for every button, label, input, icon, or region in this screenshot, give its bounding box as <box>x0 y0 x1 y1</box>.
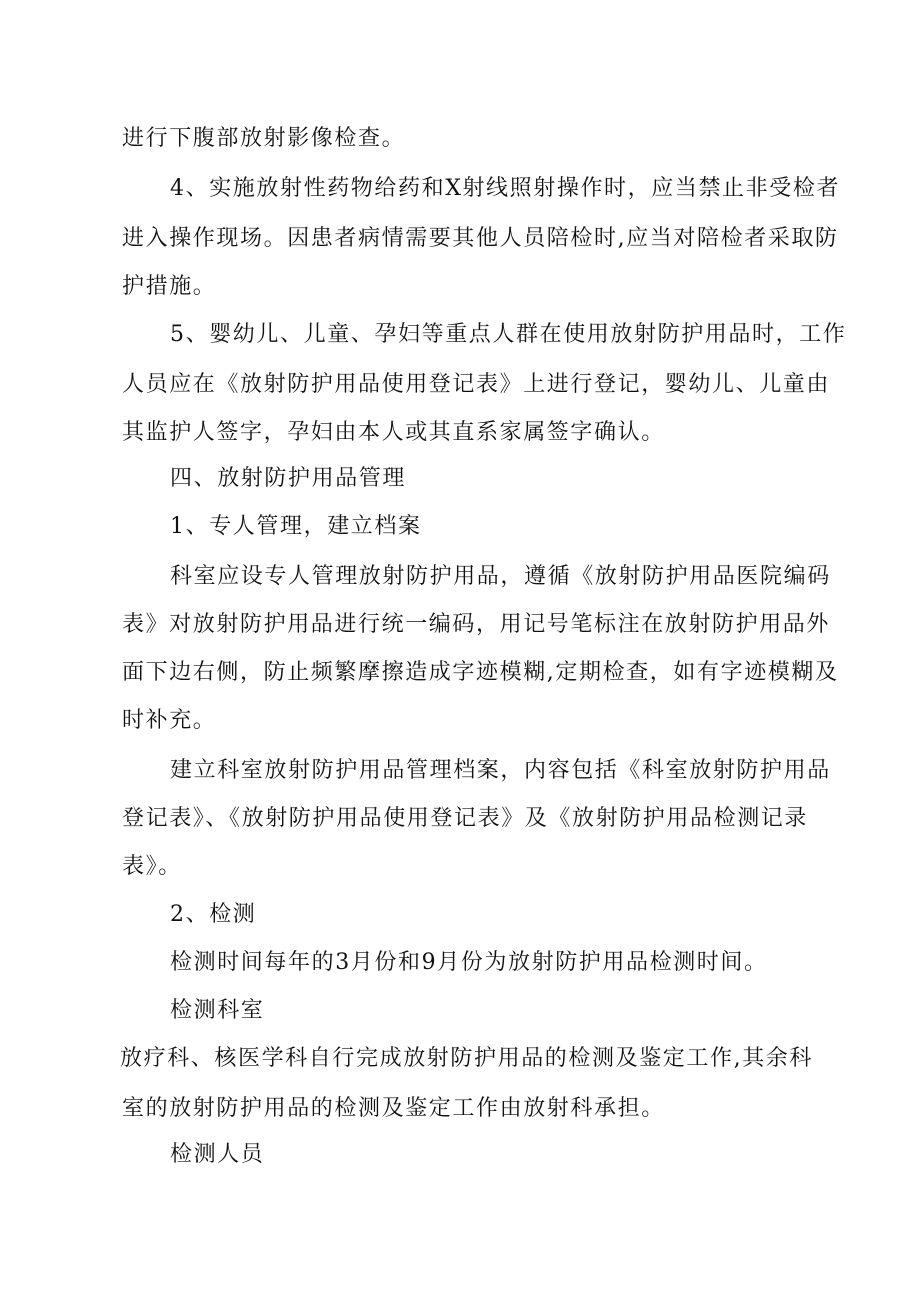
text-line: 登记表》、《放射防护用品使用登记表》及《放射防护用品检测记录 <box>122 806 809 831</box>
text-line: 表》。 <box>122 854 182 879</box>
section-heading: 四、放射防护用品管理 <box>170 466 407 491</box>
text-line: 进入操作现场。因患者病情需要其他人员陪检时,应当对陪检者采取防 <box>122 226 839 251</box>
text-line: 进行下腹部放射影像检查。 <box>122 126 406 151</box>
text-line: 5、婴幼儿、儿童、孕妇等重点人群在使用放射防护用品时，工作 <box>170 322 847 347</box>
text-line: 4、实施放射性药物给药和X射线照射操作时，应当禁止非受检者 <box>170 176 841 201</box>
text-line: 面下边右侧，防止频繁摩擦造成字迹模糊,定期检查，如有字迹模糊及 <box>122 660 839 685</box>
text-line: 表》对放射防护用品进行统一编码，用记号笔标注在放射防护用品外 <box>122 612 831 637</box>
subsection-heading: 2、检测 <box>170 902 257 927</box>
text-line: 时补充。 <box>122 708 217 733</box>
text-line: 建立科室放射防护用品管理档案，内容包括《科室放射防护用品 <box>170 758 831 783</box>
subsection-heading: 1、专人管理，建立档案 <box>170 514 422 539</box>
text-line: 检测时间每年的3月份和9月份为放射防护用品检测时间。 <box>170 950 768 975</box>
text-line: 护措施。 <box>122 274 217 299</box>
text-line: 室的放射防护用品的检测及鉴定工作由放射科承担。 <box>122 1096 665 1121</box>
text-line: 其监护人签字，孕妇由本人或其直系家属签字确认。 <box>122 420 665 445</box>
item-label: 检测科室 <box>170 998 265 1023</box>
text-line: 放疗科、核医学科自行完成放射防护用品的检测及鉴定工作,其余科 <box>120 1046 813 1071</box>
text-line: 科室应设专人管理放射防护用品，遵循《放射防护用品医院编码 <box>170 564 831 589</box>
item-label: 检测人员 <box>170 1142 265 1167</box>
text-line: 人员应在《放射防护用品使用登记表》上进行登记，婴幼儿、儿童由 <box>122 372 831 397</box>
